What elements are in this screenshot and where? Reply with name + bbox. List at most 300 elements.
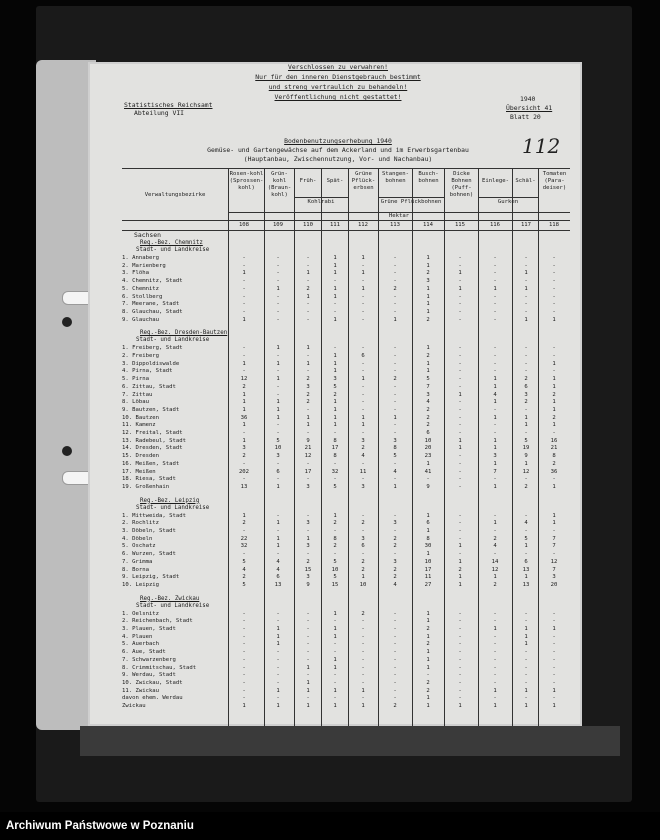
district-name: 8. Borna (122, 566, 149, 573)
table-cell: 2 (458, 566, 462, 573)
table-cell: - (333, 528, 337, 534)
table-cell: 1 (458, 574, 462, 581)
table-cell: - (333, 345, 337, 352)
archive-footer (0, 812, 660, 840)
sheet-label: Blatt 20 (510, 113, 541, 121)
table-cell: 2 (552, 414, 556, 421)
table-cell: - (393, 528, 397, 534)
table-cell: 1 (426, 285, 430, 292)
table-cell: - (306, 301, 310, 308)
table-cell: 4 (242, 566, 246, 573)
table-cell: - (458, 695, 462, 702)
table-cell: 1 (276, 543, 280, 550)
table-cell: 9 (306, 437, 310, 444)
table-cell: - (276, 255, 280, 261)
table-cell: - (524, 679, 528, 686)
table-cell: 1 (276, 376, 280, 383)
land-label: Sachsen (134, 231, 161, 239)
table-cell: 1 (333, 293, 337, 300)
table-top-rule (122, 168, 570, 169)
table-cell: 1 (333, 610, 337, 617)
table-cell: 1 (524, 626, 528, 632)
table-cell: - (524, 345, 528, 352)
district-name: 2. Freiberg (122, 353, 160, 359)
unit-label: Hektar (388, 213, 410, 219)
table-cell: - (493, 656, 497, 663)
table-cell: 1 (242, 391, 246, 398)
table-cell: - (242, 285, 246, 292)
table-cell: - (552, 368, 556, 375)
table-cell: - (552, 641, 556, 648)
table-cell: - (306, 316, 310, 323)
table-cell: - (276, 383, 280, 390)
table-cell: 2 (306, 285, 310, 292)
table-cell: 1 (458, 270, 462, 277)
district-name: 14. Dresden, Stadt (122, 445, 183, 452)
table-cell: 7 (426, 383, 430, 390)
table-cell: 1 (306, 703, 310, 709)
table-cell: - (276, 476, 280, 483)
table-cell: 1 (361, 703, 365, 709)
table-cell: - (493, 430, 497, 436)
table-cell: 5 (426, 376, 430, 383)
table-cell: - (393, 353, 397, 359)
table-cell: - (276, 368, 280, 375)
table-cell: 3 (306, 520, 310, 527)
table-cell: 3 (361, 535, 365, 542)
table-cell: 8 (552, 453, 556, 460)
table-cell: 13 (274, 581, 282, 588)
district-name: 7. Schwarzenberg (122, 656, 176, 663)
table-cell: 11 (359, 468, 367, 475)
region-subheading: Stadt- und Landkreise (136, 337, 210, 344)
district-name: 8. Glauchau, Stadt (122, 308, 183, 315)
col-divider (348, 168, 349, 726)
table-cell: - (524, 610, 528, 617)
district-name: 3. Flöha (122, 270, 149, 277)
district-name: 19. Großenhain (122, 483, 170, 490)
column-number: 108 (238, 222, 250, 228)
table-cell: 2 (426, 414, 430, 421)
table-cell: - (306, 695, 310, 702)
table-cell: 1 (306, 687, 310, 694)
table-cell: 1 (426, 255, 430, 261)
table-cell: 2 (393, 543, 397, 550)
table-cell: - (393, 422, 397, 429)
table-cell: - (393, 399, 397, 406)
table-cell: 1 (552, 376, 556, 383)
table-cell: 6 (426, 520, 430, 527)
table-cell: 1 (393, 316, 397, 323)
table-cell: - (493, 618, 497, 625)
table-cell: 5 (393, 453, 397, 460)
table-cell: - (242, 679, 246, 686)
table-cell: - (333, 641, 337, 648)
table-cell: 1 (426, 262, 430, 269)
table-cell: 1 (493, 445, 497, 452)
table-cell: - (276, 551, 280, 558)
table-cell: - (524, 255, 528, 261)
table-cell: - (242, 308, 246, 315)
table-cell: 5 (333, 574, 337, 581)
col-header-115: Dicke Bohnen (Puff-bohnen) (449, 171, 474, 198)
table-cell: - (361, 460, 365, 467)
survey-title: Bodenbenutzungserhebung 1940 (284, 137, 392, 145)
table-cell: - (493, 641, 497, 648)
table-cell: 1 (276, 535, 280, 542)
district-name: 12. Freital, Stadt (122, 430, 183, 436)
table-cell: 1 (393, 483, 397, 490)
table-cell: - (552, 255, 556, 261)
table-cell: 2 (393, 285, 397, 292)
table-cell: 1 (333, 633, 337, 640)
table-cell: - (242, 610, 246, 617)
table-cell: - (276, 391, 280, 398)
table-cell: - (458, 383, 462, 390)
table-cell: - (458, 610, 462, 617)
table-cell: - (361, 512, 365, 519)
table-cell: - (361, 383, 365, 390)
table-cell: - (552, 293, 556, 300)
table-cell: 1 (552, 687, 556, 694)
col-header-116: Einlege- (482, 178, 509, 184)
table-cell: 4 (393, 468, 397, 475)
table-cell: 4 (276, 566, 280, 573)
table-cell: 8 (333, 535, 337, 542)
table-cell: 1 (426, 695, 430, 702)
table-cell: 1 (493, 483, 497, 490)
district-name: 1. Oelsnitz (122, 610, 160, 617)
table-cell: 1 (276, 641, 280, 648)
table-cell: - (276, 679, 280, 686)
table-cell: - (242, 345, 246, 352)
table-cell: - (493, 360, 497, 367)
table-cell: 4 (361, 453, 365, 460)
table-cell: 1 (333, 664, 337, 671)
col-divider (264, 168, 265, 726)
table-cell: - (493, 255, 497, 261)
table-cell: 1 (361, 574, 365, 581)
table-cell: - (361, 641, 365, 648)
table-cell: - (458, 345, 462, 352)
table-cell: 2 (361, 445, 365, 452)
col-divider (444, 168, 445, 726)
punch-hole (62, 317, 72, 327)
table-cell: - (493, 512, 497, 519)
table-cell: - (242, 353, 246, 359)
table-cell: 2 (333, 543, 337, 550)
col-header-110: Früh- (299, 178, 317, 184)
region-subheading: Stadt- und Landkreise (136, 504, 210, 511)
table-cell: 1 (276, 626, 280, 632)
table-cell: 1 (493, 414, 497, 421)
table-cell: - (493, 301, 497, 308)
table-cell: - (393, 460, 397, 467)
table-cell: - (306, 610, 310, 617)
table-cell: 1 (552, 406, 556, 413)
table-cell: 2 (426, 316, 430, 323)
column-number: 110 (302, 222, 314, 228)
region-subheading: Stadt- und Landkreise (136, 247, 210, 253)
table-cell: - (242, 255, 246, 261)
table-cell: 2 (242, 520, 246, 527)
table-cell: 11 (424, 574, 432, 581)
region-heading: Reg.-Bez. Leipzig (140, 497, 200, 504)
table-cell: - (276, 278, 280, 285)
district-name: 4. Plauen (122, 633, 153, 640)
table-cell: 36 (240, 414, 248, 421)
table-cell: 16 (550, 437, 558, 444)
table-cell: 6 (524, 383, 528, 390)
table-cell: 1 (242, 437, 246, 444)
table-cell: 3 (333, 376, 337, 383)
table-cell: - (524, 528, 528, 534)
table-cell: 1 (493, 703, 497, 709)
table-cell: 1 (426, 618, 430, 625)
table-cell: 1 (426, 512, 430, 519)
table-cell: 1 (524, 703, 528, 709)
district-name: 5. Pirna (122, 376, 149, 383)
table-cell: - (306, 262, 310, 269)
table-cell: - (493, 293, 497, 300)
table-cell: 8 (333, 437, 337, 444)
table-cell: - (493, 278, 497, 285)
table-cell: 1 (493, 687, 497, 694)
table-cell: 1 (524, 316, 528, 323)
district-name: 4. Chemnitz, Stadt (122, 278, 183, 285)
table-cell: - (458, 278, 462, 285)
table-cell: - (361, 618, 365, 625)
table-cell: - (524, 278, 528, 285)
table-cell: - (552, 656, 556, 663)
table-cell: - (276, 301, 280, 308)
table-cell: - (361, 301, 365, 308)
table-cell: 1 (361, 255, 365, 261)
table-cell: - (458, 672, 462, 679)
table-cell: - (458, 399, 462, 406)
table-cell: - (493, 308, 497, 315)
table-cell: - (393, 368, 397, 375)
table-cell: 1 (524, 270, 528, 277)
table-cell: 2 (333, 391, 337, 398)
table-cell: - (361, 345, 365, 352)
table-cell: - (242, 687, 246, 694)
table-cell: - (393, 406, 397, 413)
table-cell: - (524, 262, 528, 269)
table-cell: 17 (304, 468, 312, 475)
table-cell: - (493, 649, 497, 656)
table-cell: 1 (306, 270, 310, 277)
table-cell: 1 (458, 285, 462, 292)
table-cell: 2 (426, 679, 430, 686)
table-cell: 1 (552, 316, 556, 323)
table-cell: - (552, 528, 556, 534)
table-cell: - (458, 293, 462, 300)
table-cell: - (552, 551, 556, 558)
table-cell: - (361, 278, 365, 285)
table-cell: 1 (458, 445, 462, 452)
table-cell: - (552, 679, 556, 686)
table-cell: - (361, 308, 365, 315)
table-cell: 1 (493, 460, 497, 467)
district-name: 8. Löbau (122, 399, 149, 406)
table-cell: - (524, 293, 528, 300)
table-cell: - (393, 551, 397, 558)
table-cell: - (524, 430, 528, 436)
table-cell: - (333, 430, 337, 436)
table-cell: 1 (524, 574, 528, 581)
document-page (88, 62, 582, 726)
table-cell: 2 (426, 626, 430, 632)
table-cell: 6 (361, 543, 365, 550)
table-cell: - (333, 672, 337, 679)
archive-label: Archiwum Państwowe w Poznaniu (6, 820, 194, 832)
table-cell: - (242, 528, 246, 534)
table-cell: 2 (393, 566, 397, 573)
table-cell: - (361, 695, 365, 702)
table-cell: 5 (524, 437, 528, 444)
table-cell: - (333, 618, 337, 625)
table-cell: - (242, 695, 246, 702)
table-cell: 2 (493, 581, 497, 588)
table-cell: - (524, 551, 528, 558)
table-cell: - (393, 641, 397, 648)
table-cell: 14 (491, 558, 499, 565)
table-cell: 1 (276, 687, 280, 694)
table-cell: - (524, 353, 528, 359)
table-cell: 1 (276, 703, 280, 709)
table-cell: - (306, 278, 310, 285)
table-cell: 1 (242, 406, 246, 413)
table-cell: - (458, 641, 462, 648)
table-cell: 1 (333, 353, 337, 359)
table-cell: - (393, 360, 397, 367)
table-cell: - (242, 664, 246, 671)
col-divider (538, 168, 539, 726)
table-cell: 2 (426, 687, 430, 694)
table-cell: - (552, 618, 556, 625)
district-name: davon ehem. Werdau (122, 695, 183, 702)
table-cell: 1 (426, 460, 430, 467)
district-name: 9. Leipzig, Stadt (122, 574, 180, 581)
table-cell: 3 (552, 574, 556, 581)
table-cell: - (333, 695, 337, 702)
table-cell: 1 (276, 345, 280, 352)
district-name: 5. Auerbach (122, 641, 160, 648)
table-cell: - (306, 656, 310, 663)
table-cell: - (242, 301, 246, 308)
table-cell: 2 (242, 383, 246, 390)
table-cell: - (493, 270, 497, 277)
table-cell: - (493, 406, 497, 413)
table-cell: - (458, 687, 462, 694)
table-cell: 4 (524, 520, 528, 527)
table-cell: - (458, 376, 462, 383)
table-cell: 1 (426, 360, 430, 367)
table-cell: - (552, 430, 556, 436)
table-cell: 1 (333, 703, 337, 709)
table-cell: - (242, 430, 246, 436)
table-cell: - (458, 460, 462, 467)
col-header-111: Spät- (326, 178, 344, 184)
district-name: 11. Zwickau (122, 687, 160, 694)
table-cell: 1 (276, 520, 280, 527)
table-cell: - (276, 270, 280, 277)
col-header-108: Rosen-kohl (Sprossen-kohl) (229, 171, 264, 191)
district-name: 10. Bautzen (122, 414, 160, 421)
table-cell: - (458, 316, 462, 323)
table-cell: - (493, 368, 497, 375)
table-cell: 2 (426, 406, 430, 413)
table-cell: 10 (424, 558, 432, 565)
table-cell: 1 (552, 483, 556, 490)
table-cell: 1 (333, 262, 337, 269)
issuer-department: Abteilung VII (134, 109, 185, 117)
table-cell: - (361, 528, 365, 534)
table-cell: - (524, 368, 528, 375)
table-cell: - (458, 512, 462, 519)
table-cell: 1 (333, 414, 337, 421)
district-name: 6. Zittau, Stadt (122, 383, 176, 390)
table-cell: - (276, 353, 280, 359)
col-header-118: Tomaten (Para-deiser) (542, 171, 567, 191)
table-cell: - (524, 512, 528, 519)
table-cell: 10 (274, 445, 282, 452)
district-name: 7. Zittau (122, 391, 153, 398)
table-cell: 202 (238, 468, 250, 475)
district-name: 3. Plauen, Stadt (122, 626, 176, 632)
table-cell: 6 (276, 574, 280, 581)
table-cell: 8 (426, 535, 430, 542)
table-cell: 1 (552, 399, 556, 406)
table-cell: 2 (524, 376, 528, 383)
table-cell: - (393, 664, 397, 671)
table-cell: 21 (304, 445, 312, 452)
table-cell: 1 (306, 664, 310, 671)
column-number: 114 (422, 222, 434, 228)
table-cell: - (242, 278, 246, 285)
table-cell: 1 (493, 574, 497, 581)
table-cell: - (361, 430, 365, 436)
table-cell: 1 (333, 360, 337, 367)
confidential-notice-2: Nur für den inneren Dienstgebrauch bestimmt (255, 73, 421, 81)
table-cell: - (276, 293, 280, 300)
table-cell: 15 (331, 581, 339, 588)
table-cell: 1 (524, 422, 528, 429)
table-cell: - (458, 633, 462, 640)
table-cell: 1 (333, 399, 337, 406)
table-cell: - (393, 262, 397, 269)
table-cell: 1 (276, 414, 280, 421)
district-name: 2. Marienberg (122, 262, 166, 269)
table-cell: - (458, 360, 462, 367)
table-cell: 2 (361, 558, 365, 565)
table-cell: 1 (361, 687, 365, 694)
table-cell: 3 (306, 483, 310, 490)
table-cell: - (458, 656, 462, 663)
col-header-117: Schäl- (515, 178, 536, 184)
table-cell: - (276, 308, 280, 315)
table-cell: - (306, 641, 310, 648)
col-divider (321, 168, 322, 726)
gurken-rule (478, 197, 538, 198)
table-cell: 3 (242, 445, 246, 452)
table-cell: - (426, 476, 430, 483)
table-cell: 1 (458, 581, 462, 588)
table-cell: 1 (306, 360, 310, 367)
table-cell: 2 (426, 422, 430, 429)
table-cell: 3 (426, 278, 430, 285)
